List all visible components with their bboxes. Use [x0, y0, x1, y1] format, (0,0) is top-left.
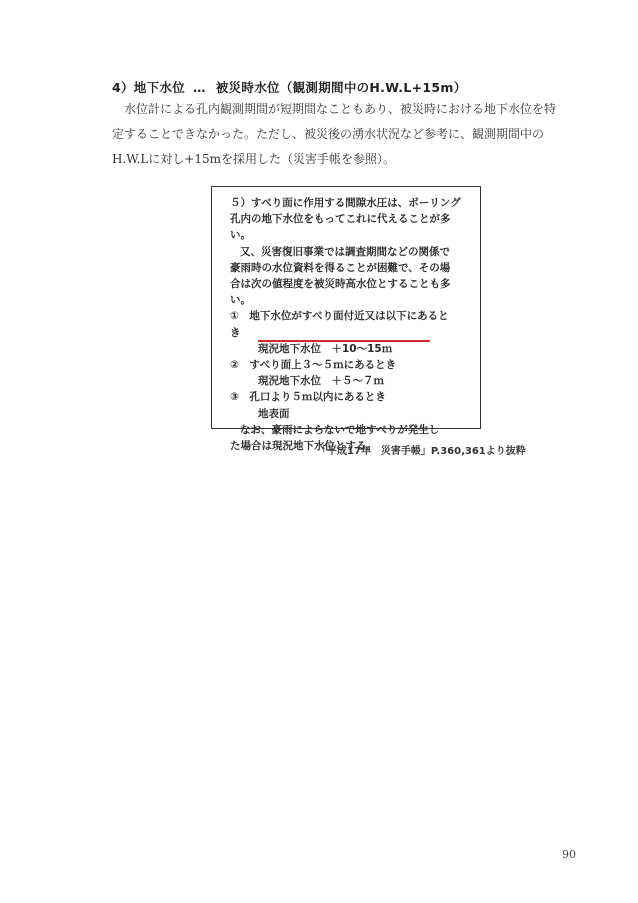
body-paragraph — [112, 97, 557, 172]
excerpt-text — [230, 195, 474, 454]
excerpt-line: き — [230, 326, 241, 339]
excerpt-line: ③ 孔口より５ｍ以内にあるとき — [230, 391, 386, 404]
excerpt-caption: 「平成17年 災害手帳」P.360,361より抜粋 — [317, 446, 526, 457]
section-heading — [112, 78, 467, 96]
excerpt-line: い。 — [230, 294, 251, 307]
excerpt-image — [211, 186, 481, 453]
heading-separator: … — [193, 80, 206, 95]
excerpt-line: 現況地下水位 ＋５〜７ｍ — [258, 375, 384, 388]
heading-text: 被災時水位（観測期間中のH.W.L+15m） — [215, 80, 467, 95]
excerpt-line: ５）すべり面に作用する間隙水圧は、ボーリング — [230, 197, 461, 209]
excerpt-line: 合は次の値程度を被災時高水位とすることも多 — [230, 278, 451, 291]
excerpt-line: い。 — [230, 229, 251, 242]
excerpt-line: 又、災害復旧事業では調査期間などの関係で — [240, 245, 450, 258]
red-underline — [258, 340, 430, 342]
excerpt-line: ② すべり面上３〜５ｍにあるとき — [230, 359, 397, 372]
excerpt-line: なお、豪雨によらないで地すべりが発生し — [240, 423, 440, 436]
excerpt-line: 孔内の地下水位をもってこれに代えることが多 — [230, 213, 451, 226]
excerpt-line: ① 地下水位がすべり面付近又は以下にあると — [230, 310, 449, 323]
excerpt-line-highlighted: 現況地下水位 ＋10〜15ｍ — [258, 342, 393, 355]
paragraph-line: 定することできなかった。ただし、被災後の湧水状況など参考に、観測期間中の — [112, 127, 545, 141]
page-number: 90 — [562, 848, 576, 861]
excerpt-line: 豪雨時の水位資料を得ることが困難で、その場 — [230, 261, 451, 274]
paragraph-line: 水位計による孔内観測期間が短期間なこともあり、被災時における地下水位を特 — [124, 102, 557, 116]
heading-label: 4）地下水位 — [112, 80, 185, 95]
excerpt-line: 地表面 — [258, 407, 290, 420]
paragraph-line: H.W.Lに対し+15mを採用した（災害手帳を参照）。 — [112, 152, 396, 166]
excerpt-line: た場合は現況地下水位とする。 — [230, 440, 377, 453]
